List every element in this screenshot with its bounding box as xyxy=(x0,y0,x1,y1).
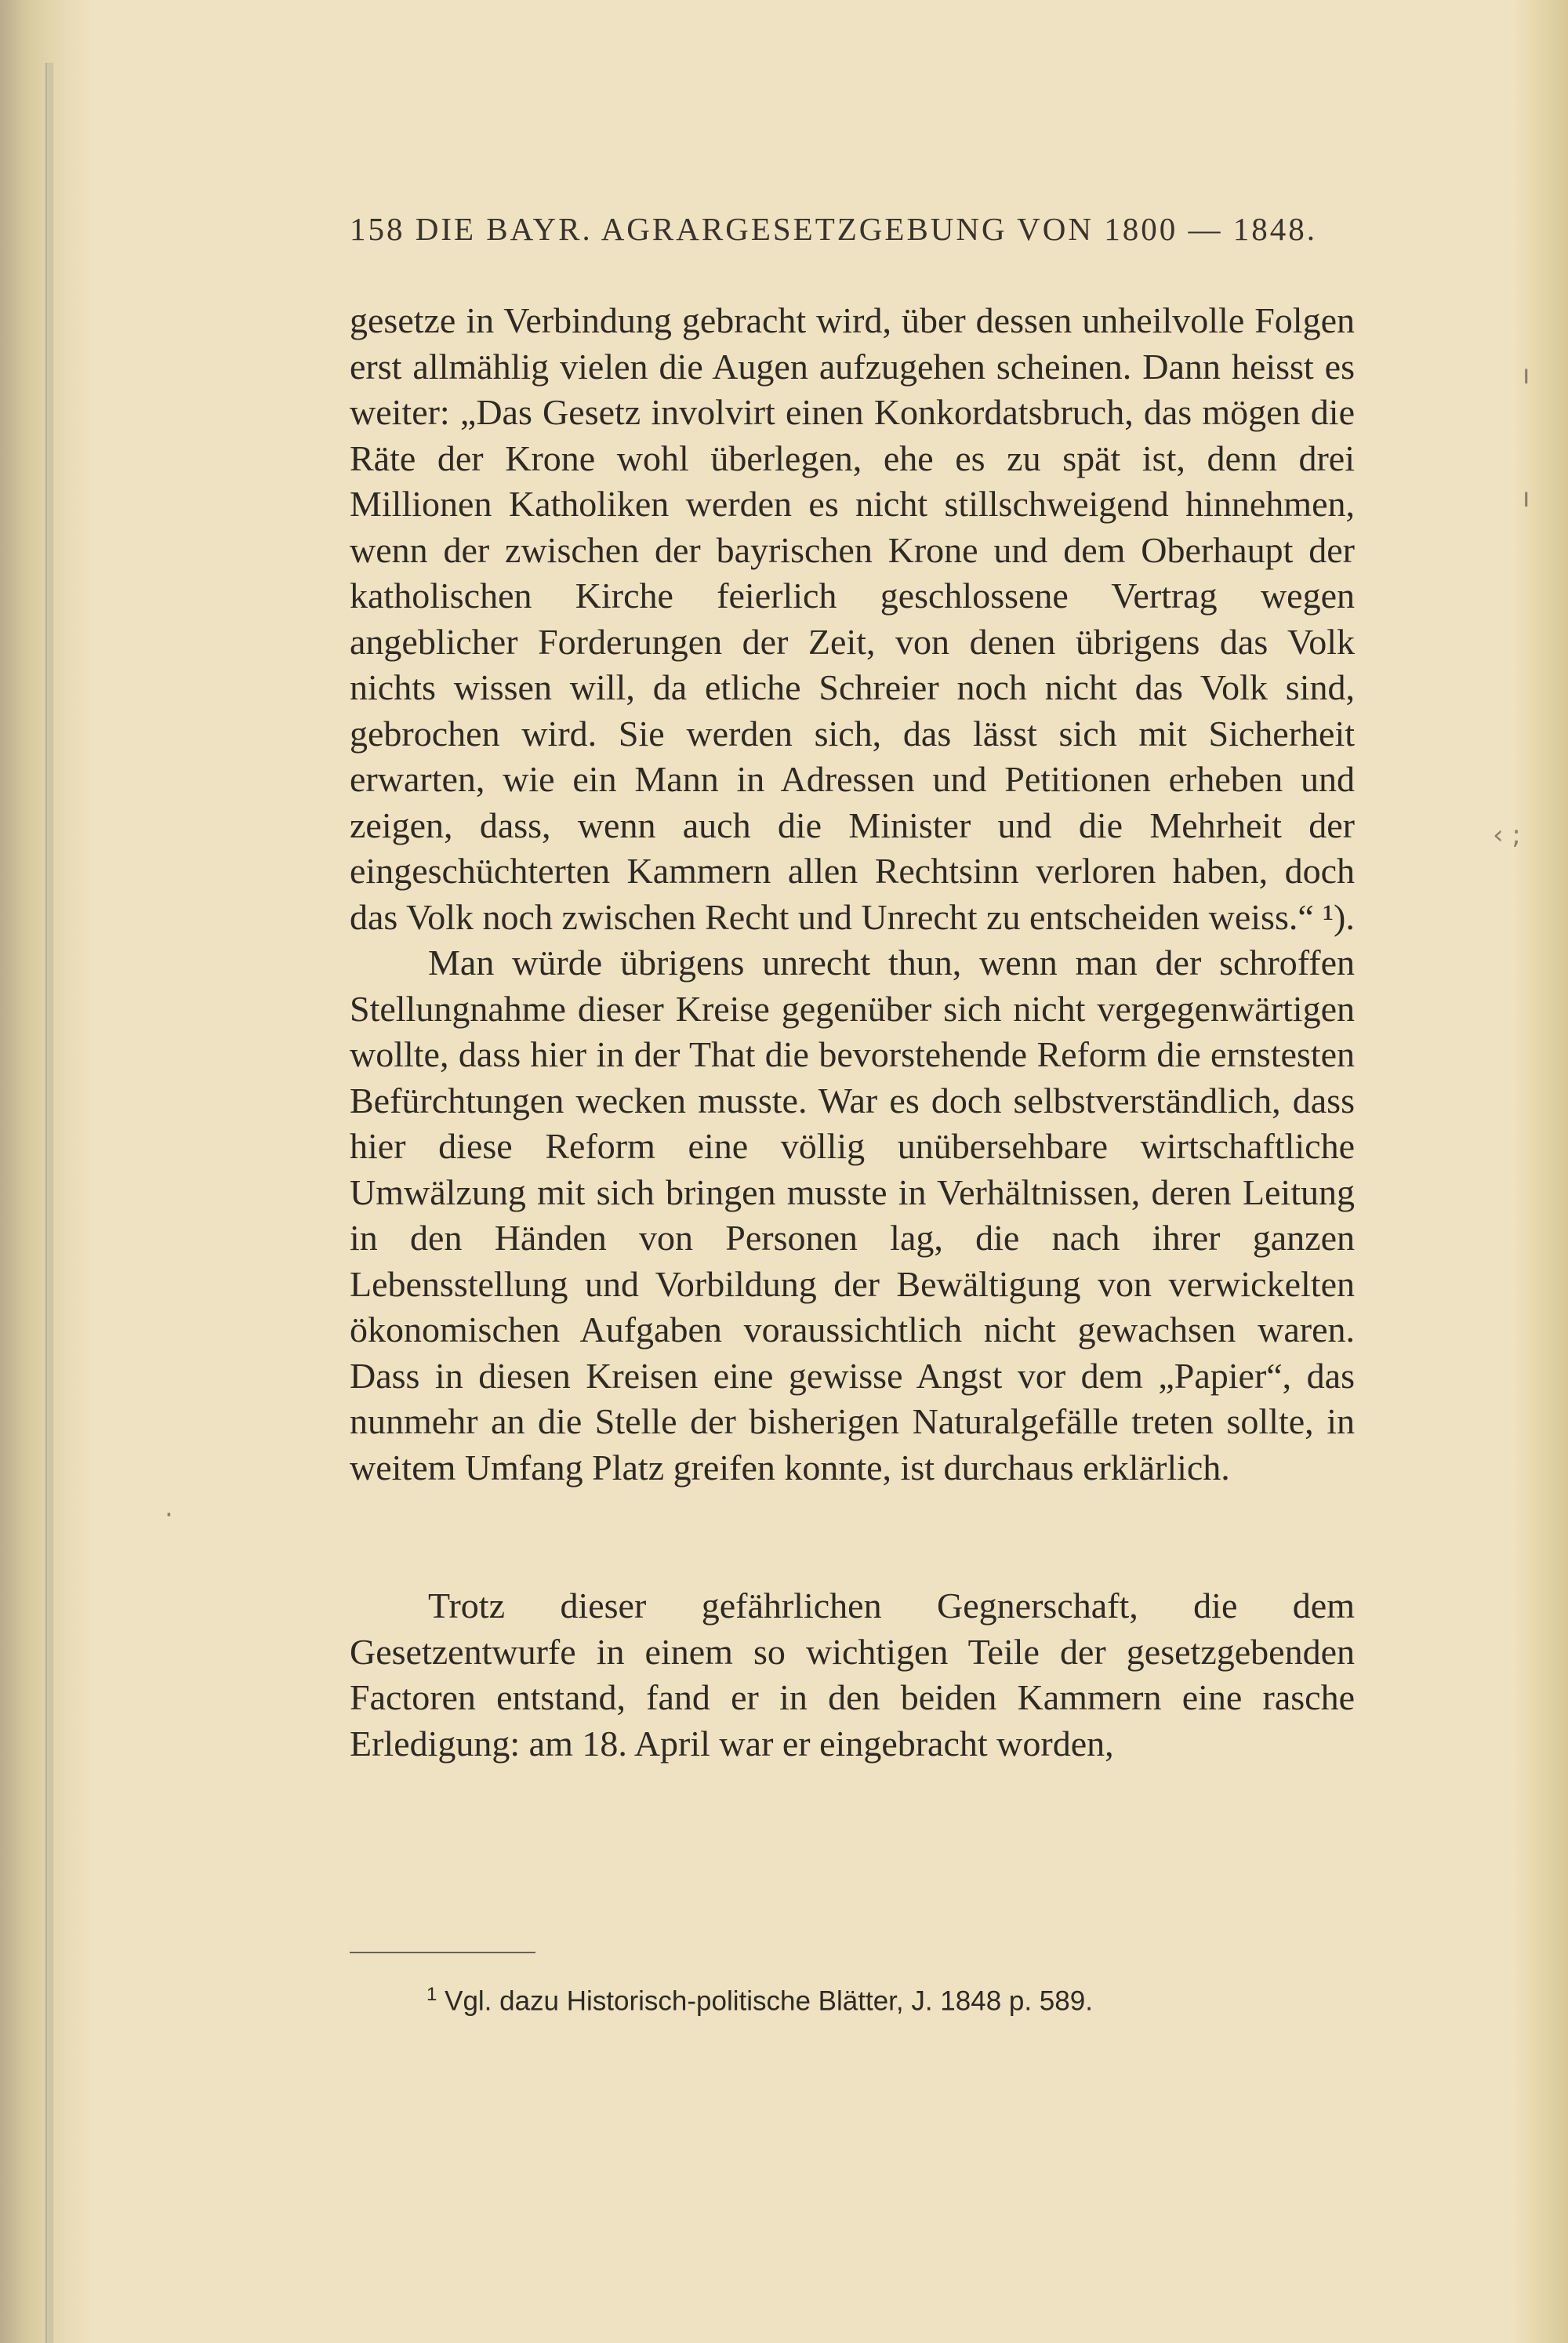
margin-speck: ‹ ; xyxy=(1493,819,1521,851)
footnote-text: Vgl. dazu Historisch-politische Blätter, J. 1848 p. 589. xyxy=(445,1985,1093,2017)
running-head: 158 DIE BAYR. AGRARGESETZGEBUNG VON 1800 — 1848. xyxy=(350,211,1317,247)
page-edge-left xyxy=(45,63,53,2343)
scan-shadow-right xyxy=(1513,0,1568,2343)
footnote xyxy=(426,1984,1352,2018)
margin-speck: ı xyxy=(1523,359,1530,390)
margin-speck: ı xyxy=(1523,482,1530,514)
section-gap xyxy=(350,1491,1355,1583)
body-text xyxy=(350,298,1355,1767)
paragraph-continuation: gesetze in Verbindung gebracht wird, über dessen unheilvolle Folgen erst allmählig vielen die Augen aufzugehen scheinen. Dann heisst es weiter: „Das Gesetz involvirt einen Konkordatsbruch, das mögen die Räte der Krone wohl überlegen, ehe es zu spät ist, denn drei Millionen Katholiken werden es nicht stillschweigend hinnehmen, wenn der zwischen der bayrischen Krone und dem Oberhaupt der katholischen Kirche feierlich geschlossene Vertrag wegen angeblicher Forderungen der Zeit, von denen übrigens das Volk nichts wissen will, da etliche Schreier noch nicht das Volk sind, gebrochen wird. Sie werden sich, das lässt sich mit Sicherheit erwarten, wie ein Mann in Adressen und Petitionen erheben und zeigen, dass, wenn auch die Minister und die Mehrheit der eingeschüchterten Kammern allen Rechtsinn verloren haben, doch das Volk noch zwischen Recht und Unrecht zu entscheiden weiss.“ ¹). xyxy=(350,300,1355,937)
margin-speck: · xyxy=(165,1499,173,1531)
footnote-marker: 1 xyxy=(426,1984,437,2005)
paragraph: Man würde übrigens unrecht thun, wenn man der schroffen Stellungnahme dieser Kreise gegenüber sich nicht vergegenwärtigen wollte, dass hier in der That die bevorstehende Reform die ernstesten Befürchtungen wecken musste. War es doch selbstverständlich, dass hier diese Reform eine völlig unübersehbare wirtschaftliche Umwälzung mit sich bringen musste in Verhältnissen, deren Leitung in den Händen von Personen lag, die nach ihrer ganzen Lebensstellung und Vorbildung der Bewältigung von verwickelten ökonomischen Aufgaben voraussichtlich nicht gewachsen waren. Dass in diesen Kreisen eine gewisse Angst vor dem „Papier“, das nunmehr an die Stelle der bisherigen Naturalgefälle treten sollte, in weitem Umfang Platz greifen konnte, ist durchaus erklärlich. xyxy=(350,943,1355,1488)
paragraph: Trotz dieser gefährlichen Gegnerschaft, die dem Gesetzentwurfe in einem so wichtigen Teile der gesetzgebenden Factoren entstand, fand er in den beiden Kammern eine rasche Erledigung: am 18. April war er eingebracht worden, xyxy=(350,1586,1355,1764)
footnote-rule xyxy=(350,1952,535,1953)
